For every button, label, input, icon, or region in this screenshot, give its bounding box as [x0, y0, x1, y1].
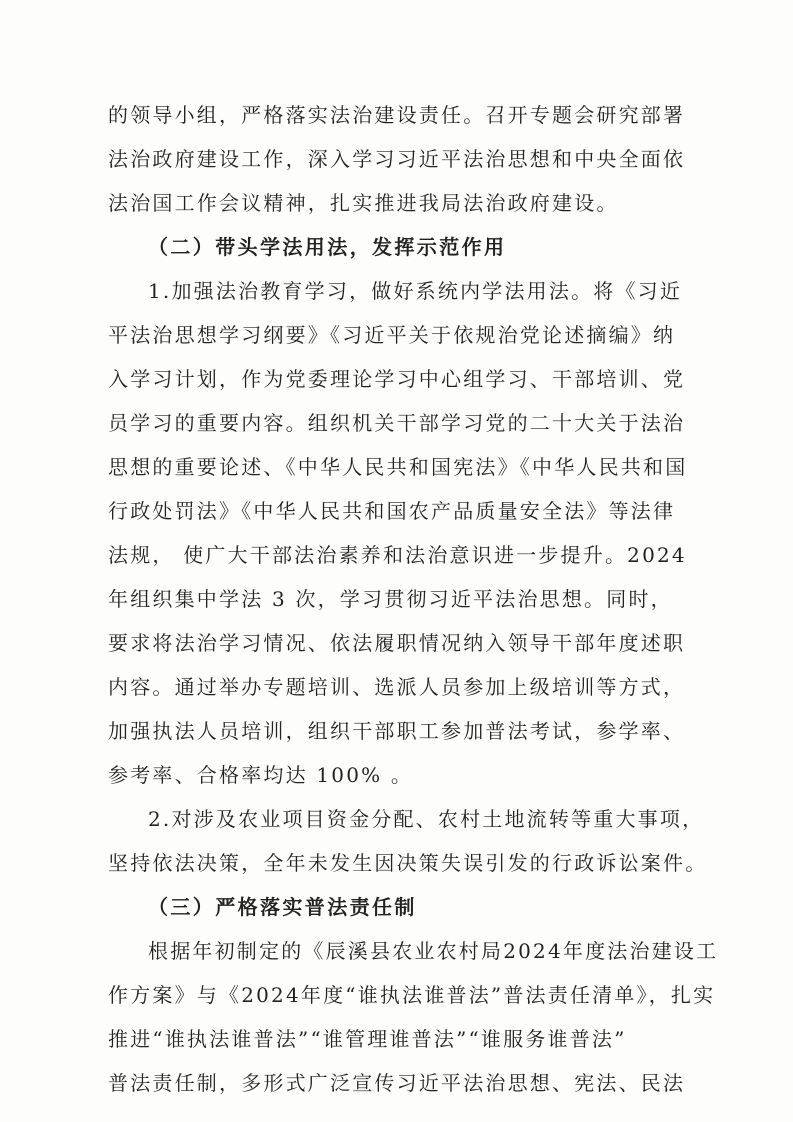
paragraph-line: 加强执法人员培训，组织干部职工参加普法考试，参学率、: [108, 719, 686, 743]
paragraph-line: 要求将法治学习情况、依法履职情况纳入领导干部年度述职: [108, 631, 686, 655]
paragraph-line: 根据年初制定的《辰溪县农业农村局2024年度法治建设工: [148, 939, 719, 963]
paragraph-line: 坚持依法决策，全年未发生因决策失误引发的行政诉讼案件。: [108, 851, 708, 875]
section-heading-2: （二）带头学法用法，发挥示范作用: [148, 235, 507, 259]
paragraph-line: 参考率、合格率均达 100% 。: [108, 763, 414, 787]
paragraph-line: 思想的重要论述、《中华人民共和国宪法》《中华人民共和国: [108, 455, 688, 479]
paragraph-line: 法治国工作会议精神，扎实推进我局法治政府建设。: [108, 191, 619, 215]
paragraph-line: 普法责任制，多形式广泛宣传习近平法治思想、宪法、民法: [108, 1071, 686, 1095]
paragraph-line: 员学习的重要内容。组织机关干部学习党的二十大关于法治: [108, 411, 686, 435]
paragraph-line: 作方案》与《2024年度“谁执法谁普法”普法责任清单》，扎实: [108, 983, 716, 1007]
paragraph-line: 平法治思想学习纲要》《习近平关于依规治党论述摘编》纳: [108, 323, 676, 347]
paragraph-line: 内容。通过举办专题培训、选派人员参加上级培训等方式，: [108, 675, 686, 699]
paragraph-line: 法治政府建设工作，深入学习习近平法治思想和中央全面依: [108, 147, 686, 171]
paragraph-line: 行政处罚法》《中华人民共和国农产品质量安全法》等法律: [108, 499, 676, 523]
paragraph-line: 2.对涉及农业项目资金分配、农村土地流转等重大事项，: [148, 807, 705, 831]
paragraph-line: 年组织集中学法 3 次，学习贯彻习近平法治思想。同时，: [108, 587, 673, 611]
paragraph-line: 入学习计划，作为党委理论学习中心组学习、干部培训、党: [108, 367, 686, 391]
paragraph-line: 的领导小组，严格落实法治建设责任。召开专题会研究部署: [108, 103, 686, 127]
paragraph-line: 1.加强法治教育学习，做好系统内学法用法。将《习近: [148, 279, 683, 303]
paragraph-line: 法规， 使广大干部法治素养和法治意识进一步提升。2024: [108, 543, 687, 567]
paragraph-line: 推进“谁执法谁普法”“谁管理谁普法”“谁服务谁普法”: [108, 1027, 627, 1051]
section-heading-3: （三）严格落实普法责任制: [148, 895, 417, 919]
